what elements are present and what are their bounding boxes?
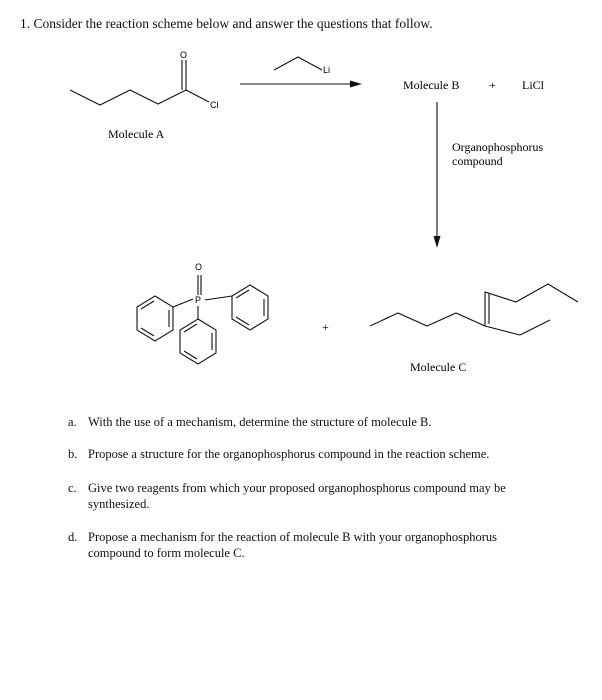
subquestion-d (68, 529, 538, 561)
subquestion-c-letter: c. (68, 481, 77, 495)
phosphorus-atom: P (195, 295, 202, 305)
reaction-arrow-vertical (434, 102, 441, 248)
molecule-a-label: Molecule A (108, 127, 165, 141)
chlorine-atom: Cl (210, 100, 219, 110)
oxygen-atom-a: O (180, 50, 188, 60)
molecule-b-label: Molecule B (403, 78, 460, 92)
subquestion-b-text: Propose a structure for the organophosphorus compound in the reaction scheme. (88, 447, 490, 461)
reagent-label-line2: compound (452, 154, 503, 168)
plus-sign-bottom: + (322, 320, 329, 334)
reagent-label-line1: Organophosphorus (452, 140, 544, 154)
triphenylphosphine-oxide-structure (137, 275, 268, 364)
licl-label: LiCl (522, 78, 545, 92)
reaction-arrow-horizontal (240, 81, 362, 88)
subquestion-c (68, 480, 538, 512)
subquestion-b-letter: b. (68, 447, 78, 461)
subquestion-d-letter: d. (68, 530, 78, 544)
oxygen-atom-ph3po: O (195, 262, 203, 272)
plus-sign-top: + (489, 78, 496, 92)
subquestion-a (68, 414, 538, 430)
molecule-a-structure (70, 60, 209, 105)
subquestion-b (68, 446, 538, 462)
molecule-c-label: Molecule C (410, 360, 467, 374)
subquestion-a-letter: a. (68, 415, 77, 429)
subquestion-c-text: Give two reagents from which your proposed organophosphorus compound may be synthesized. (88, 481, 506, 511)
question-title: 1. Consider the reaction scheme below and answer the questions that follow. (20, 16, 433, 31)
lithium-atom: Li (323, 65, 331, 75)
ethyllithium-structure (274, 57, 322, 70)
subquestion-d-text: Propose a mechanism for the reaction of molecule B with your organophosphorus compound to form molecule C. (88, 530, 498, 560)
molecule-c-structure (370, 284, 578, 335)
subquestion-a-text: With the use of a mechanism, determine the structure of molecule B. (88, 415, 432, 429)
